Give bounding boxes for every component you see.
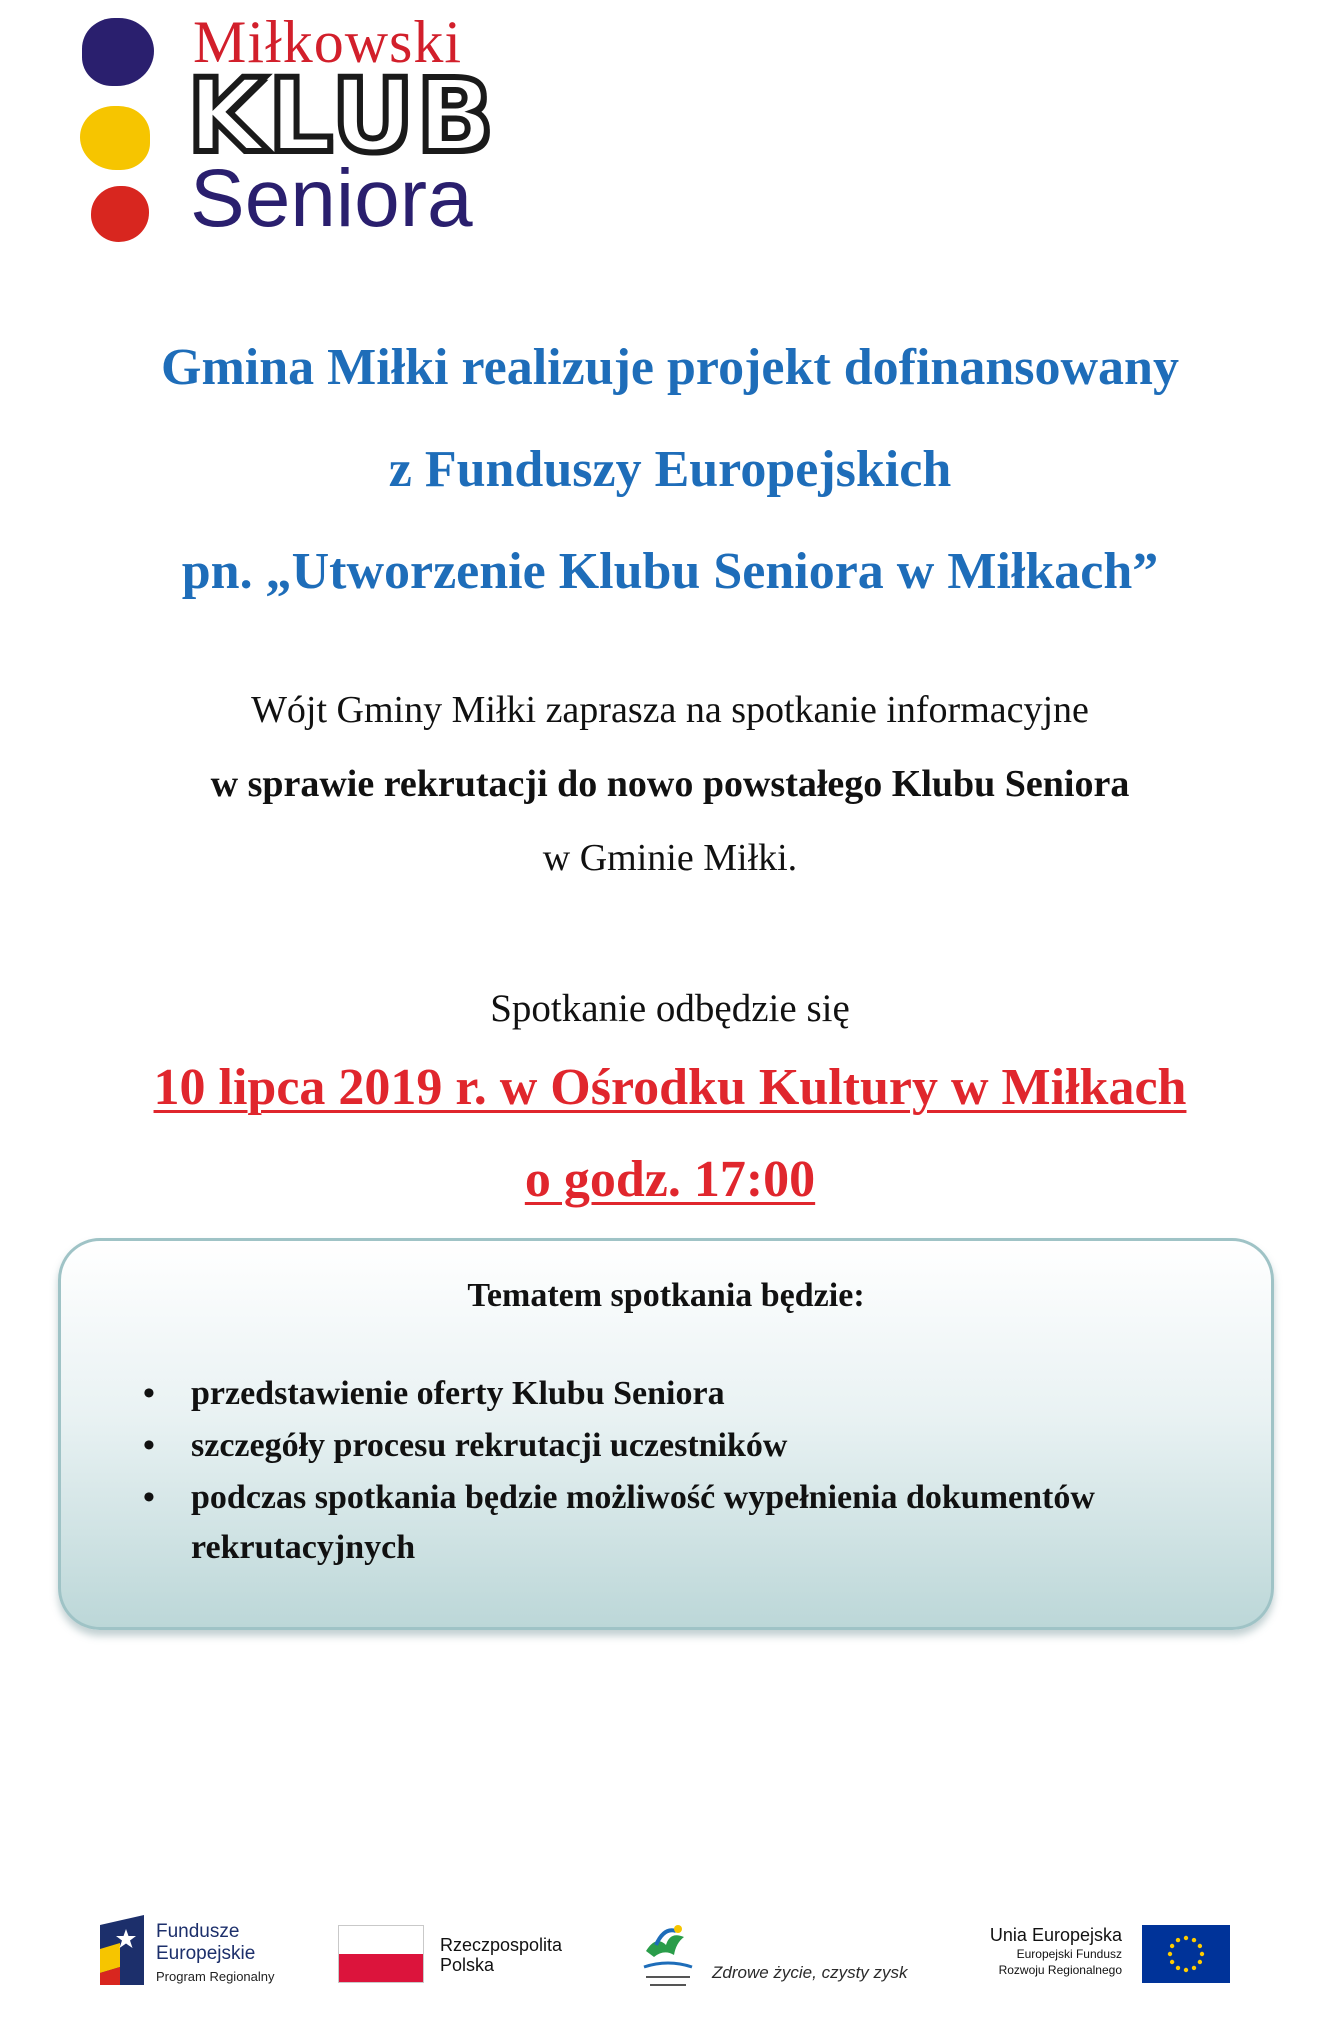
fundusze-europejskie-text bbox=[156, 1921, 275, 1984]
list-item bbox=[143, 1473, 1243, 1573]
list-item bbox=[143, 1421, 1243, 1471]
ue-line-2: Europejski Fundusz bbox=[1016, 1947, 1122, 1961]
intro-line-3: w Gminie Miłki. bbox=[542, 837, 798, 879]
intro-line-2: w sprawie rekrutacji do nowo powstałego Klubu Seniora bbox=[210, 763, 1130, 805]
logo-text-seniora: Seniora bbox=[190, 153, 473, 244]
klub-seniora-logo bbox=[75, 8, 535, 248]
fe-line-2: Europejskie bbox=[156, 1943, 256, 1964]
topic-text: przedstawienie oferty Klubu Seniora bbox=[191, 1375, 725, 1412]
bullet-icon: • bbox=[143, 1479, 155, 1516]
meeting-time-wrap bbox=[0, 1150, 1340, 1209]
meeting-date-place-wrap bbox=[0, 1058, 1340, 1117]
bullet-icon: • bbox=[143, 1427, 155, 1464]
ue-line-3: Rozwoju Regionalnego bbox=[998, 1963, 1122, 1977]
topic-text: szczegóły procesu rekrutacji uczestników bbox=[191, 1427, 788, 1464]
fe-line-1: Fundusze bbox=[156, 1921, 240, 1942]
headline-line-3: pn. „Utworzenie Klubu Seniora w Miłkach” bbox=[181, 543, 1159, 600]
bullet-icon: • bbox=[143, 1375, 155, 1412]
navy-dot bbox=[82, 18, 154, 86]
rp-line-2: Polska bbox=[440, 1955, 495, 1975]
topics-title: Tematem spotkania będzie: bbox=[467, 1277, 865, 1314]
logo-text-milkowski: Miłkowski bbox=[193, 9, 463, 75]
fundusze-europejskie-icon bbox=[100, 1915, 144, 1985]
headline-line-1: Gmina Miłki realizuje projekt dofinansowany bbox=[161, 339, 1179, 396]
topic-text: podczas spotkania będzie możliwość wypełnienia dokumentów rekrutacyjnych bbox=[191, 1479, 1095, 1566]
meeting-date-place: 10 lipca 2019 r. w Ośrodku Kultury w Miłkach bbox=[153, 1059, 1187, 1116]
meeting-lead: Spotkanie odbędzie się bbox=[490, 987, 850, 1030]
intro-line-1: Wójt Gminy Miłki zaprasza na spotkanie informacyjne bbox=[251, 689, 1089, 731]
footer-logos bbox=[0, 1905, 1340, 2005]
headline-line-2: z Funduszy Europejskich bbox=[388, 441, 952, 498]
logo-text-klub: KLUB bbox=[187, 57, 496, 176]
unia-europejska-text bbox=[966, 1925, 1122, 1978]
topics-list bbox=[143, 1369, 1243, 1575]
rzeczpospolita-polska-text bbox=[440, 1935, 562, 1975]
red-dot bbox=[91, 186, 149, 242]
warmia-mazury-slogan: Zdrowe życie, czysty zysk bbox=[712, 1963, 908, 1982]
eu-flag-icon bbox=[1142, 1925, 1230, 1983]
fe-line-3: Program Regionalny bbox=[156, 1969, 275, 1984]
rp-line-1: Rzeczpospolita bbox=[440, 1935, 563, 1955]
yellow-dot bbox=[80, 106, 150, 170]
topics-box bbox=[58, 1238, 1274, 1630]
list-item bbox=[143, 1369, 1243, 1419]
warmia-mazury-icon bbox=[640, 1921, 696, 1991]
polish-flag-icon bbox=[338, 1925, 424, 1983]
ue-line-1: Unia Europejska bbox=[989, 1925, 1122, 1945]
meeting-time: o godz. 17:00 bbox=[524, 1151, 816, 1208]
